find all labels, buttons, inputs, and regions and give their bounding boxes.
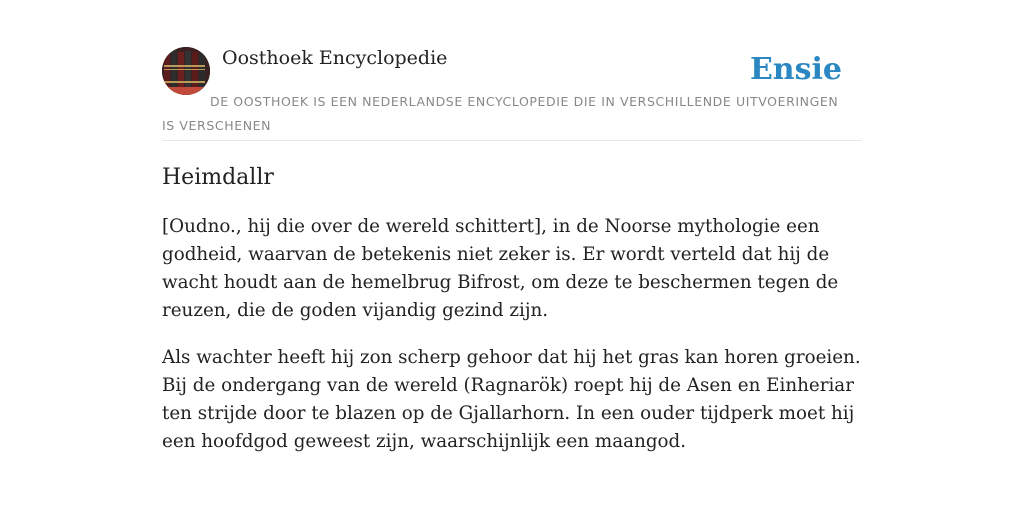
article-title: Heimdallr	[162, 165, 274, 190]
source-avatar[interactable]	[162, 47, 210, 95]
article	[162, 162, 862, 456]
article-paragraph: [Oudno., hij die over de wereld schittert], in de Noorse mythologie een godheid, waarvan de betekenis niet zeker is. Er wordt verteld dat hij de wacht houdt aan de hemelbrug Bifrost, om deze te beschermen tegen de reuzen, die de goden vijandig gezind zijn.	[162, 216, 839, 321]
ensie-logo[interactable]: Ensie	[749, 52, 842, 87]
encyclopedia-books-icon	[162, 47, 210, 95]
article-paragraph: Als wachter heeft hij zon scherp gehoor dat hij het gras kan horen groeien. Bij de ondergang van de wereld (Ragnarök) roept hij de Asen en Einheriar ten strijde door te blazen op de Gjallarhorn. In een ouder tijdperk moet hij een hoofdgod geweest zijn, waarschijnlijk een maangod.	[162, 347, 861, 452]
source-header	[162, 46, 862, 141]
source-name[interactable]: Oosthoek Encyclopedie	[222, 47, 448, 69]
source-description: DE OOSTHOEK IS EEN NEDERLANDSE ENCYCLOPEDIE DIE IN VERSCHILLENDE UITVOERINGEN IS VERSCHENEN	[162, 94, 839, 133]
